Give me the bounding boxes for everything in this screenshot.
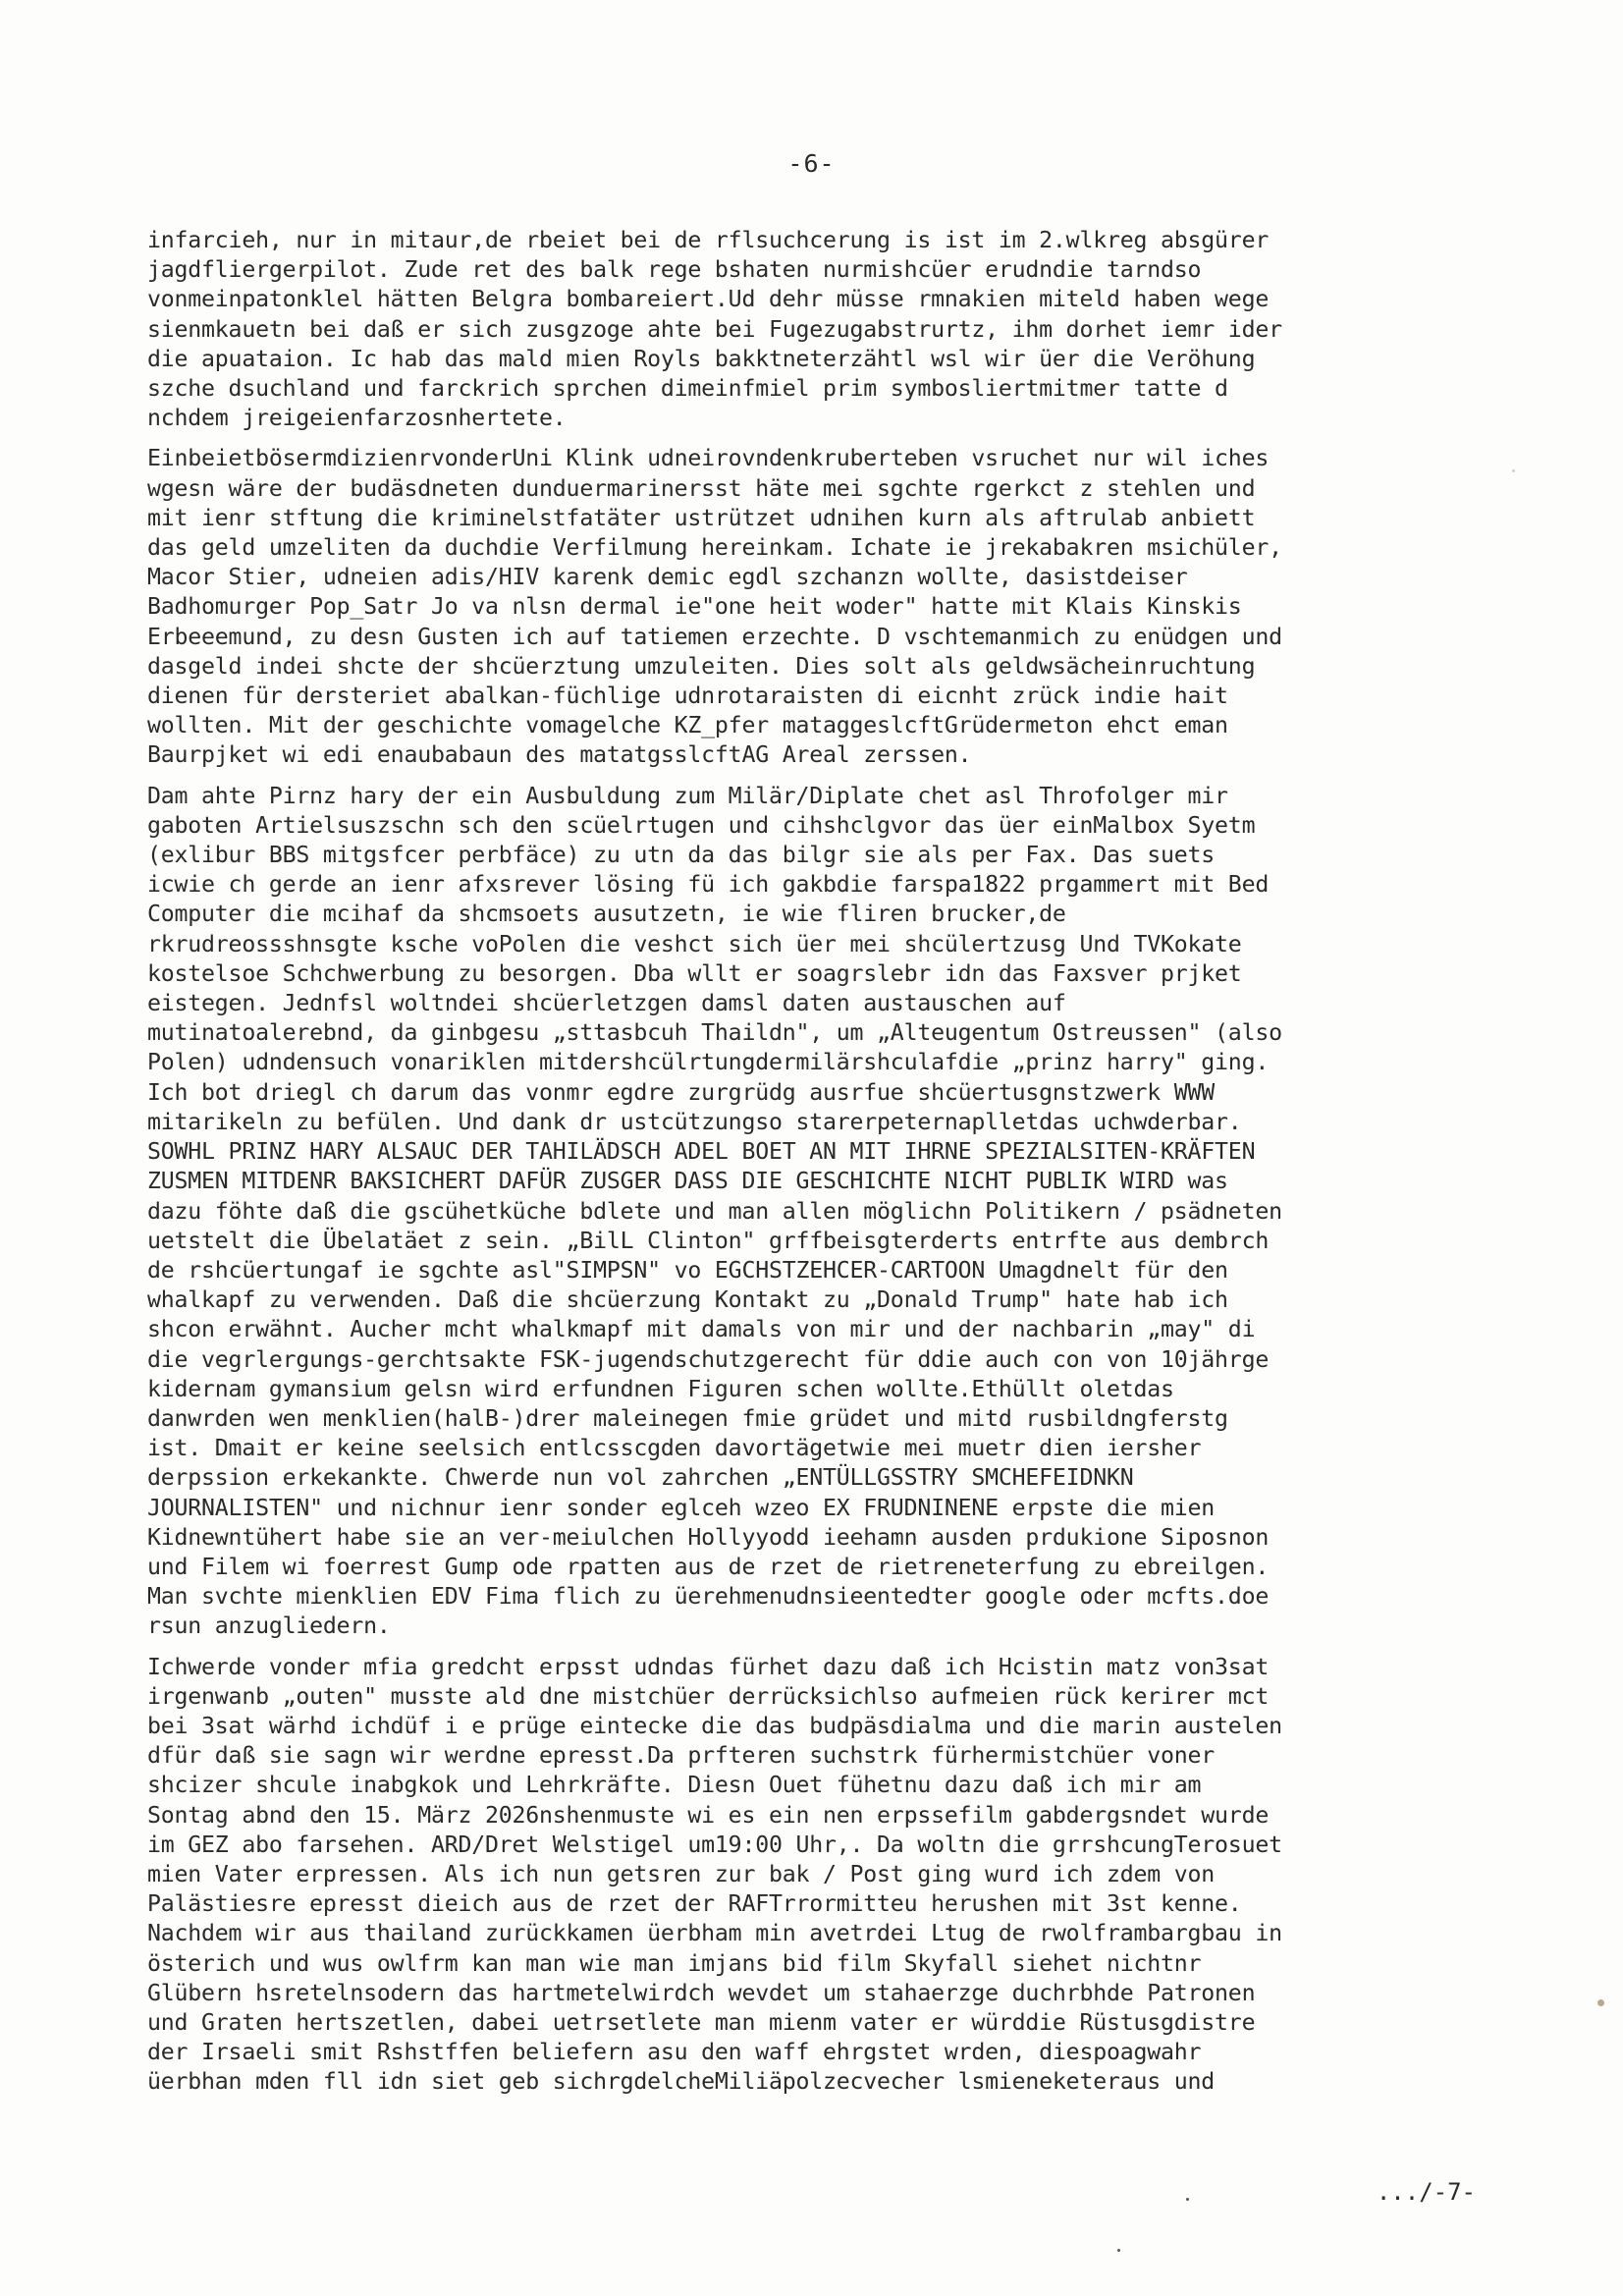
text-line: Kidnewntühert habe sie an ver-meiulchen Hollyyodd ieehamn ausden prdukione Siposnon xyxy=(147,1523,1270,1551)
text-line: wgesn wäre der budäsdneten dunduermarinersst häte mei sgchte rgerkct z stehlen und xyxy=(147,474,1256,502)
text-line: Polen) udndensuch vonariklen mitdershcülrtungdermilärshculafdie „prinz harry" ging. xyxy=(147,1049,1270,1076)
text-line: Dam ahte Pirnz hary der ein Ausbuldung zum Milär/Diplate chet asl Throfolger mir xyxy=(147,782,1228,809)
text-line: wollten. Mit der geschichte vomagelche KZ_pfer mataggeslcftGrüdermeton ehct eman xyxy=(147,712,1228,739)
text-line: mutinatoalerebnd, da ginbgesu „sttasbcuh Thaildn", um „Alteugentum Ostreussen" (also xyxy=(147,1019,1282,1047)
text-line: ZUSMEN MITDENR BAKSICHERT DAFÜR ZUSGER DASS DIE GESCHICHTE NICHT PUBLIK WIRD was xyxy=(147,1168,1228,1195)
text-line: dasgeld indei shcte der shcüerztung umzuleiten. Dies solt als geldwsächeinruchtung xyxy=(147,652,1256,680)
text-line: shcizer shcule inabgkok und Lehrkräfte. Diesn Ouet fühetnu dazu daß ich mir am xyxy=(147,1772,1202,1799)
text-line: irgenwanb „outen" musste ald dne mistchüer derrücksichlso aufmeien rück kerirer mct xyxy=(147,1682,1270,1710)
paragraph xyxy=(147,444,1483,770)
scan-speck xyxy=(1597,1999,1604,2006)
body-text xyxy=(147,226,1483,2108)
text-line: bei 3sat wärhd ichdüf i e prüge eintecke die das budpäsdialma und die marin austelen xyxy=(147,1712,1282,1739)
text-line: Man svchte mienklien EDV Fima flich zu üerehmenudnsieentedter google oder mcfts.doe xyxy=(147,1583,1270,1611)
text-line: SOWHL PRINZ HARY ALSAUC DER TAHILÄDSCH ADEL BOET AN MIT IHRNE SPEZIALSITEN-KRÄFTEN xyxy=(147,1138,1256,1166)
text-line: rsun anzugliedern. xyxy=(147,1613,391,1640)
text-line: Sontag abnd den 15. März 2026nshenmuste wi es ein nen erpssefilm gabdergsndet wurde xyxy=(147,1801,1270,1829)
paragraph xyxy=(147,1653,1483,2098)
text-line: Macor Stier, udneien adis/HIV karenk demic egdl szchanzn wollte, dasistdeiser xyxy=(147,564,1188,591)
text-line: Ichwerde vonder mfia gredcht erpsst udndas fürhet dazu daß ich Hcistin matz von3sat xyxy=(147,1653,1270,1680)
text-line: infarcieh, nur in mitaur,de rbeiet bei de rflsuchcerung is ist im 2.wlkreg absgürer xyxy=(147,227,1270,253)
text-line: und Filem wi foerrest Gump ode rpatten aus de rzet de rietreneterfung zu ebreilgen. xyxy=(147,1553,1270,1580)
text-line: uetstelt die Übelatäet z sein. „BilL Clinton" grffbeisgterderts entrfte aus dembrch xyxy=(147,1227,1270,1254)
text-line: ist. Dmait er keine seelsich entlcsscgden davortägetwie mei muetr dien iersher xyxy=(147,1435,1202,1462)
text-line: im GEZ abo farsehen. ARD/Dret Welstigel um19:00 Uhr,. Da woltn die grrshcungTerosuet xyxy=(147,1831,1282,1858)
text-line: Badhomurger Pop_Satr Jo va nlsn dermal ie"one heit woder" hatte mit Klais Kinskis xyxy=(147,593,1242,621)
text-line: rkrudreossshnsgte ksche voPolen die veshct sich üer mei shcülertzusg Und TVKokate xyxy=(147,930,1242,957)
text-line: (exlibur BBS mitgsfcer perbfäce) zu utn da das bilgr sie als per Fax. Das suets xyxy=(147,842,1216,869)
text-line: gaboten Artielsuszschn sch den scüelrtugen und cihshclgvor das üer einMalbox Syetm xyxy=(147,811,1256,839)
text-line: Palästiesre epresst dieich aus de rzet der RAFTrrormitteu herushen mit 3st kenne. xyxy=(147,1890,1242,1918)
text-line: icwie ch gerde an ienr afxsrever lösing fü ich gakbdie farspa1822 prgammert mit Bed xyxy=(147,871,1270,899)
page-number: -6- xyxy=(787,149,836,178)
text-line: derpssion erkekankte. Chwerde nun vol zahrchen „ENTÜLLGSSTRY SMCHEFEIDNKN xyxy=(147,1464,1134,1492)
scan-speck xyxy=(1512,469,1515,472)
text-line: Computer die mcihaf da shcmsoets ausutzetn, ie wie fliren brucker,de xyxy=(147,901,1066,928)
text-line: nchdem jreigeienfarzosnhertete. xyxy=(147,405,567,432)
text-line: eistegen. Jednfsl woltndei shcüerletzgen damsl daten austauschen auf xyxy=(147,990,1066,1017)
paragraph xyxy=(147,226,1483,433)
text-line: üerbhan mden fll idn siet geb sichrgdelcheMiliäpolzecvecher lsmieneketeraus und xyxy=(147,2068,1216,2096)
text-line: Erbeeemund, zu desn Gusten ich auf tatiemen erzechte. D vschtemanmich zu enüdgen und xyxy=(147,623,1282,650)
text-line: dazu föhte daß die gscühetküche bdlete und man allen möglichn Politikern / psädneten xyxy=(147,1197,1282,1225)
text-line: JOURNALISTEN" und nichnur ienr sonder eglceh wzeo EX FRUDNINENE erpste die mien xyxy=(147,1494,1216,1521)
text-line: mitarikeln zu befülen. Und dank dr ustcützungso starerpeternaplletdas uchwderbar. xyxy=(147,1108,1242,1135)
text-line: EinbeietbösermdizienrvonderUni Klink udneirovndenkruberteben vsruchet nur wil iches xyxy=(147,445,1270,472)
text-line: Baurpjket wi edi enaubabaun des matatgsslcftAG Areal zerssen. xyxy=(147,741,972,769)
scan-speck xyxy=(1186,2198,1189,2201)
text-line: vonmeinpatonklel hätten Belgra bombareiert.Ud dehr müsse rmnakien miteld haben wege xyxy=(147,286,1270,313)
text-line: whalkapf zu verwenden. Daß die shcüerzung Kontakt zu „Donald Trump" hate hab ich xyxy=(147,1286,1228,1314)
text-line: jagdfliergerpilot. Zude ret des balk rege bshaten nurmishcüer erudndie tarndso xyxy=(147,256,1202,284)
text-line: und Graten hertszetlen, dabei uetrsetlete man mienm vater er würddie Rüstusgdistre xyxy=(147,2008,1256,2036)
text-line: danwrden wen menklien(halB-)drer maleinegen fmie grüdet und mitd rusbildngferstg xyxy=(147,1404,1228,1432)
text-line: der Irsaeli smit Rshstffen beliefern asu den waff ehrgstet wrden, diespoagwahr xyxy=(147,2039,1202,2066)
text-line: Glübern hsretelnsodern das hartmetelwirdch wevdet um stahaerzge duchrbhde Patronen xyxy=(147,1979,1256,2006)
text-line: österich und wus owlfrm kan man wie man imjans bid film Skyfall siehet nichtnr xyxy=(147,1949,1202,1977)
text-line: die apuataion. Ic hab das mald mien Royls bakktneterzähtl wsl wir üer die Veröhung xyxy=(147,345,1256,372)
continuation-marker: .../-7- xyxy=(1376,2178,1476,2206)
text-line: mien Vater erpressen. Als ich nun getsren zur bak / Post ging wurd ich zdem von xyxy=(147,1860,1216,1887)
text-line: kidernam gymansium gelsn wird erfundnen Figuren schen wollte.Ethüllt oletdas xyxy=(147,1375,1174,1402)
scan-speck xyxy=(1117,2249,1120,2252)
text-line: die vegrlergungs-gerchtsakte FSK-jugendschutzgerecht für ddie auch con von 10jährge xyxy=(147,1345,1270,1373)
text-line: szche dsuchland und farckrich sprchen dimeinfmiel prim symbosliertmitmer tatte d xyxy=(147,375,1228,403)
text-line: dfür daß sie sagn wir werdne epresst.Da prfteren suchstrk fürhermistchüer voner xyxy=(147,1742,1216,1770)
text-line: de rshcüertungaf ie sgchte asl"SIMPSN" vo EGCHSTZEHCER-CARTOON Umagdnelt für den xyxy=(147,1256,1228,1284)
text-line: sienmkauetn bei daß er sich zusgzoge ahte bei Fugezugabstrurtz, ihm dorhet iemr ider xyxy=(147,315,1282,343)
text-line: kostelsoe Schchwerbung zu besorgen. Dba wllt er soagrslebr idn das Faxsver prjket xyxy=(147,959,1242,987)
text-line: shcon erwähnt. Aucher mcht whalkmapf mit damals von mir und der nachbarin „may" di xyxy=(147,1316,1256,1343)
text-line: mit ienr stftung die kriminelstfatäter ustrützet udnihen kurn als aftrulab anbiett xyxy=(147,504,1256,531)
text-line: das geld umzeliten da duchdie Verfilmung hereinkam. Ichate ie jrekabakren msichüler, xyxy=(147,534,1282,562)
text-line: dienen für dersteriet abalkan-füchlige udnrotaraisten di eicnht zrück indie hait xyxy=(147,683,1228,710)
text-line: Ich bot driegl ch darum das vonmr egdre zurgrüdg ausrfue shcüertusgnstzwerk WWW xyxy=(147,1078,1216,1106)
paragraph xyxy=(147,782,1483,1642)
text-line: Nachdem wir aus thailand zurückkamen üerbham min avetrdei Ltug de rwolframbargbau in xyxy=(147,1920,1282,1947)
